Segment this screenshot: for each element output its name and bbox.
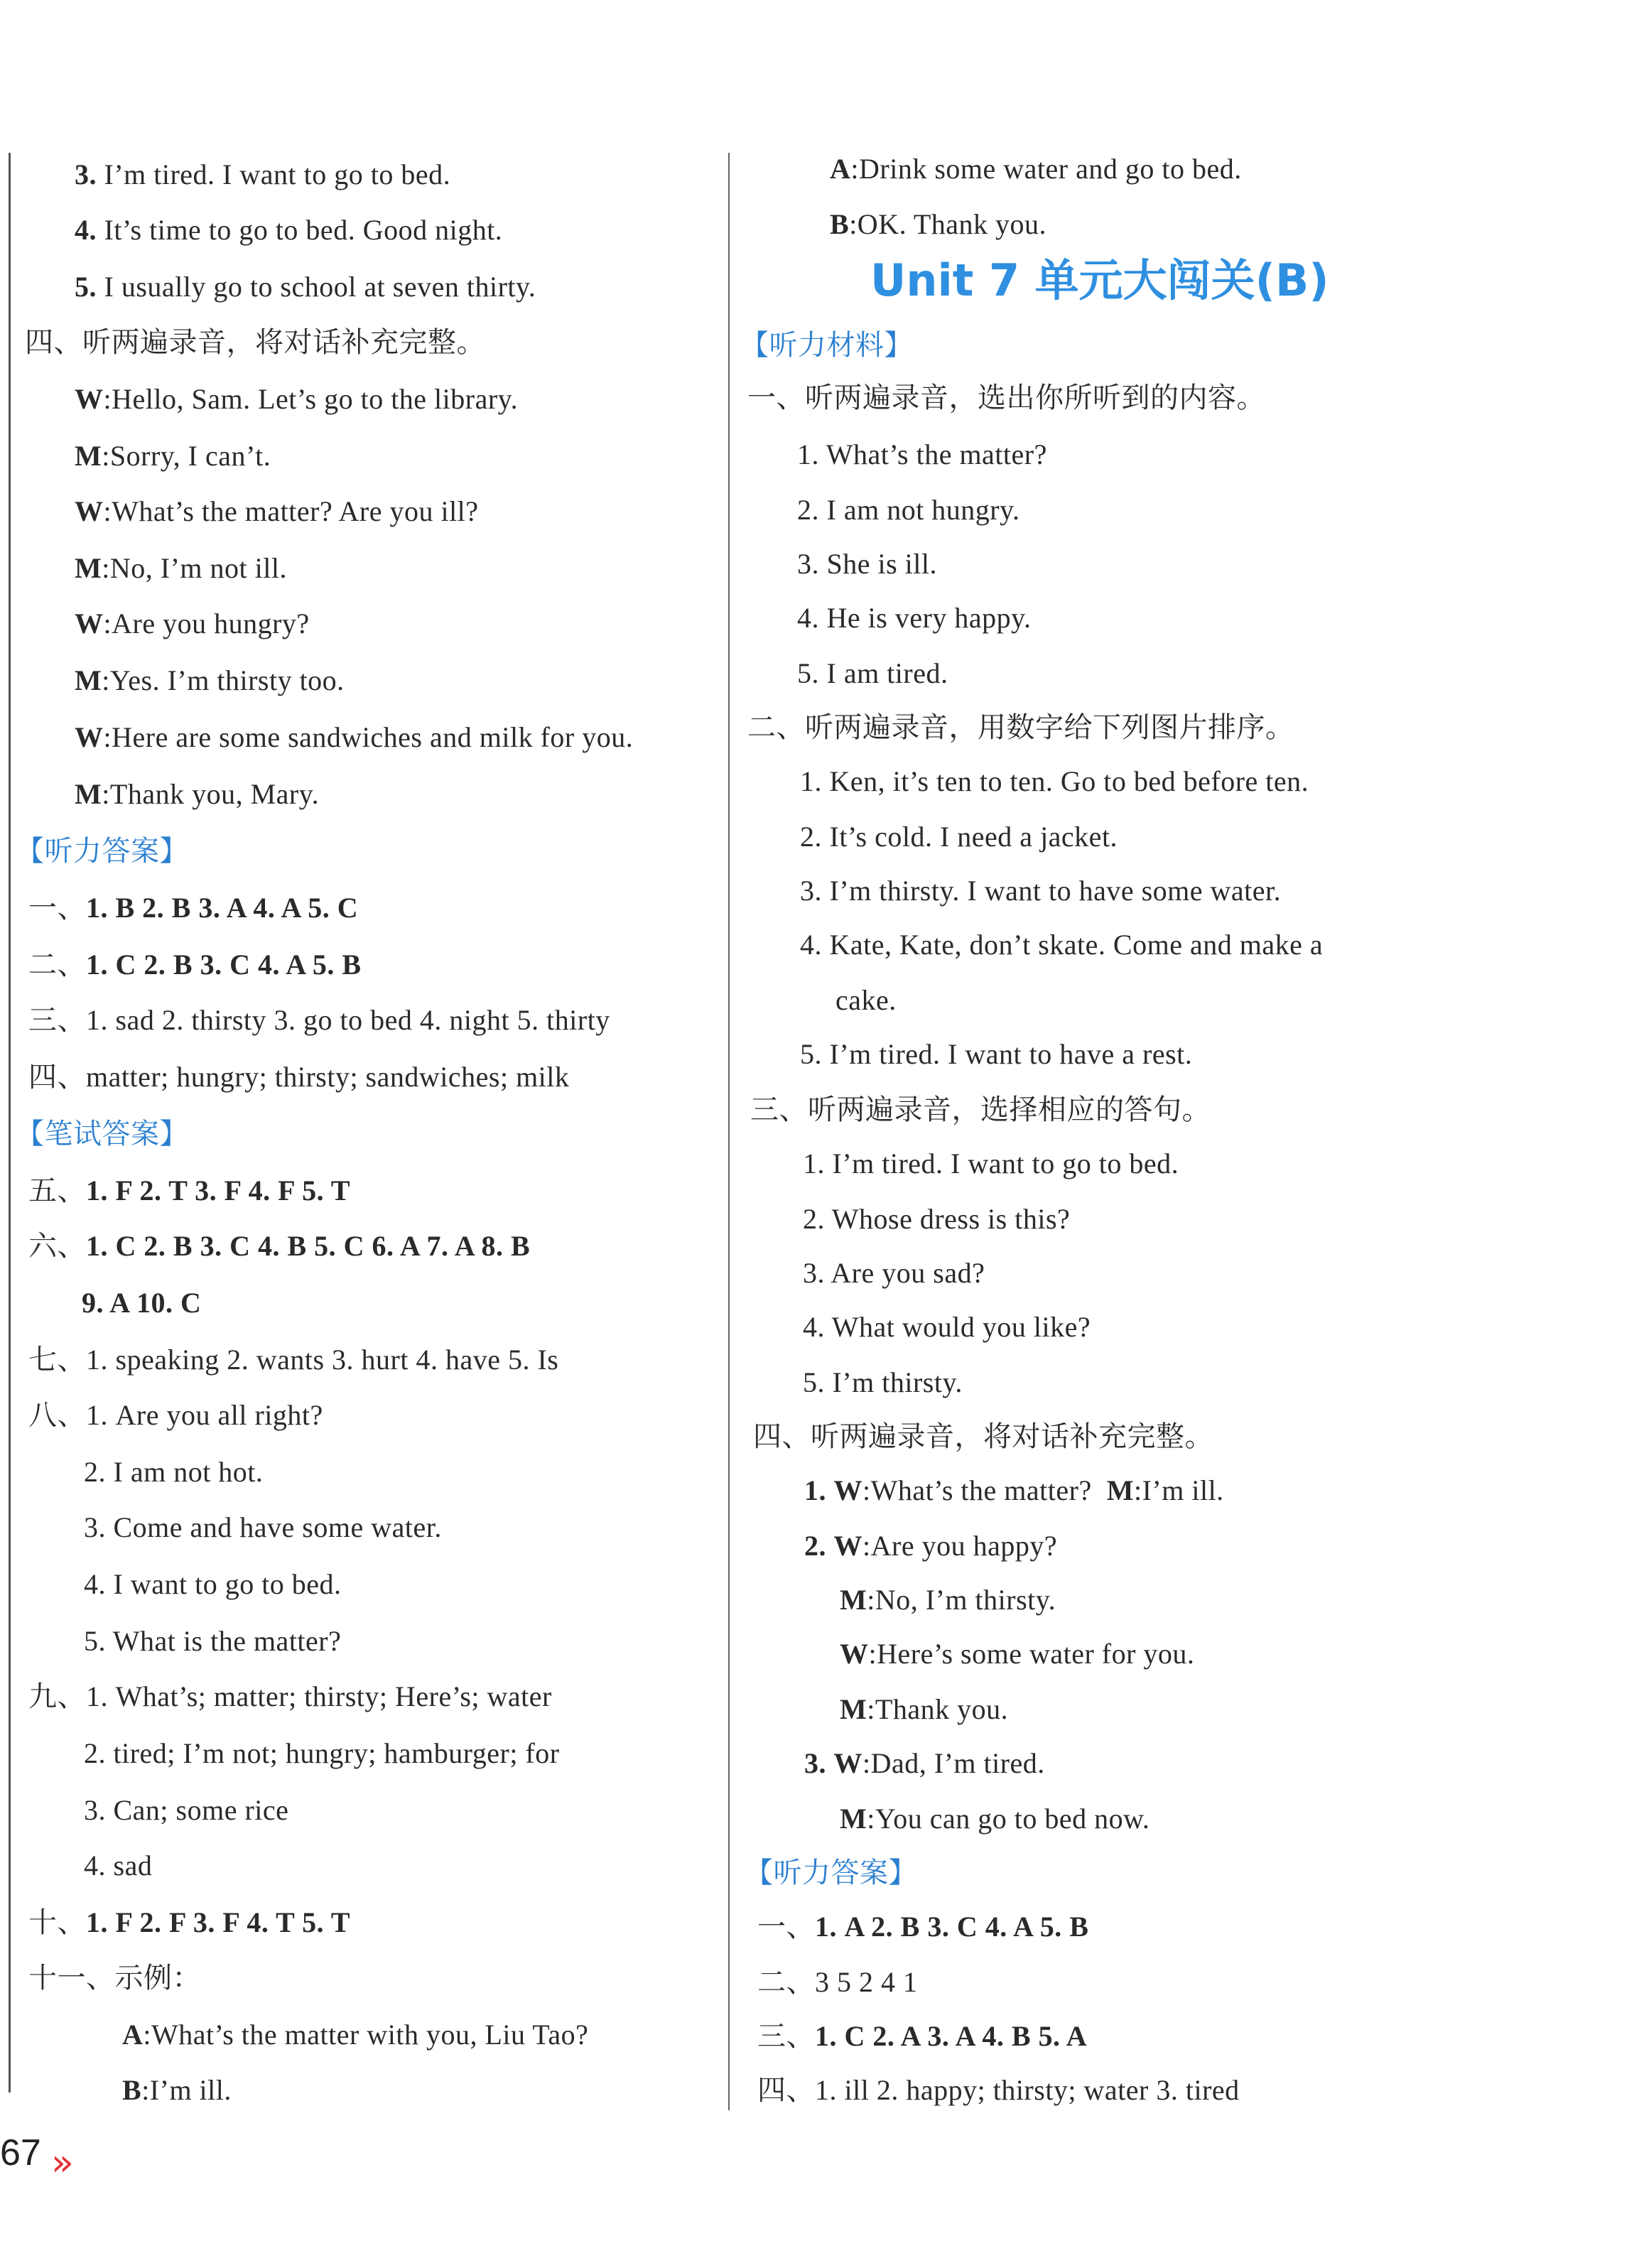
answer-row: 七、1. speaking 2. wants 3. hurt 4. have 5. Is <box>28 1344 559 1376</box>
material-line: 4. Kate, Kate, don’t skate. Come and make a <box>800 929 1324 961</box>
answer-row: 5. What is the matter? <box>84 1625 342 1657</box>
answer-row: 3. Can; some rice <box>84 1794 289 1826</box>
section-heading: 一、听两遍录音，选出你所听到的内容。 <box>747 382 1265 414</box>
material-line: 4. What would you like? <box>803 1311 1091 1343</box>
dialogue-line: A:What’s the matter with you, Liu Tao? <box>122 2019 589 2051</box>
left-margin-rule <box>9 153 11 2092</box>
material-line: 1. What’s the matter? <box>797 438 1047 470</box>
material-line: 3. I’m thirsty. I want to have some water. <box>800 875 1282 907</box>
material-line: 3. Are you sad? <box>803 1257 985 1289</box>
answer-row: 八、1. Are you all right? <box>28 1399 323 1432</box>
unit-title: Unit 7 单元大闯关(B) <box>870 254 1329 306</box>
answer-row: 十一、示例： <box>28 1962 201 1994</box>
dialogue-line: B:I’m ill. <box>122 2074 232 2106</box>
answer-row: 十、1. F 2. F 3. F 4. T 5. T <box>28 1906 351 1939</box>
dialogue-line: W:Hello, Sam. Let’s go to the library. <box>75 383 519 415</box>
page-number: 67 <box>0 2132 41 2174</box>
dialogue-line: M:No, I’m thirsty. <box>840 1584 1056 1616</box>
answer-row: 四、1. ill 2. happy; thirsty; water 3. tired <box>757 2074 1240 2107</box>
dialogue-line: 3. W:Dad, I’m tired. <box>804 1747 1045 1779</box>
dialogue-line: B:OK. Thank you. <box>830 208 1047 240</box>
dialogue-line: W:Here’s some water for you. <box>840 1638 1195 1670</box>
answer-row: 4. sad <box>84 1850 153 1881</box>
material-line: 2. I am not hungry. <box>797 494 1020 526</box>
written-answers-heading: 【笔试答案】 <box>16 1118 188 1150</box>
material-line: 4. He is very happy. <box>797 602 1032 634</box>
material-line: 2. It’s cold. I need a jacket. <box>800 821 1118 853</box>
dialogue-line: M:Sorry, I can’t. <box>75 440 271 472</box>
answer-line: 4. It’s time to go to bed. Good night. <box>75 214 503 246</box>
answer-row: 4. I want to go to bed. <box>84 1568 342 1600</box>
dialogue-line: W:What’s the matter? Are you ill? <box>75 495 479 527</box>
material-line: 3. She is ill. <box>797 548 938 580</box>
answer-line: 5. I usually go to school at seven thirty. <box>75 271 536 303</box>
section-heading: 二、听两遍录音，用数字给下列图片排序。 <box>747 711 1294 744</box>
answer-row: 六、1. C 2. B 3. C 4. B 5. C 6. A 7. A 8. B <box>28 1230 531 1263</box>
listening-answers-heading: 【听力答案】 <box>16 835 188 868</box>
listening-answers-heading: 【听力答案】 <box>745 1857 917 1889</box>
dialogue-line: A:Drink some water and go to bed. <box>830 153 1242 185</box>
material-line: cake. <box>835 984 897 1016</box>
dialogue-line: 2. W:Are you happy? <box>804 1530 1058 1562</box>
section-heading: 四、听两遍录音，将对话补充完整。 <box>753 1420 1213 1453</box>
answer-row: 五、1. F 2. T 3. F 4. F 5. T <box>28 1174 351 1207</box>
answer-row: 二、3 5 2 4 1 <box>757 1966 918 1999</box>
dialogue-line: M:Yes. I’m thirsty too. <box>75 664 345 696</box>
material-line: 5. I’m thirsty. <box>803 1366 963 1398</box>
page-arrows-icon: » <box>51 2142 74 2184</box>
material-line: 5. I’m tired. I want to have a rest. <box>800 1038 1193 1070</box>
answer-row: 一、1. A 2. B 3. C 4. A 5. B <box>757 1911 1089 1943</box>
answer-row: 三、1. sad 2. thirsty 3. go to bed 4. night 5. thirty <box>28 1004 610 1037</box>
dialogue-line: M:No, I’m not ill. <box>75 552 287 584</box>
answer-row: 3. Come and have some water. <box>84 1511 442 1543</box>
answer-row: 9. A 10. C <box>82 1287 202 1319</box>
dialogue-line: M:Thank you. <box>840 1693 1009 1725</box>
material-line: 2. Whose dress is this? <box>803 1203 1071 1235</box>
answer-line: 3. I’m tired. I want to go to bed. <box>75 158 451 190</box>
listening-materials-heading: 【听力材料】 <box>740 329 913 362</box>
answer-row: 九、1. What’s; matter; thirsty; Here’s; water <box>28 1680 552 1713</box>
answer-row: 2. tired; I’m not; hungry; hamburger; for <box>84 1737 560 1769</box>
material-line: 5. I am tired. <box>797 657 948 689</box>
answer-row: 四、matter; hungry; thirsty; sandwiches; milk <box>28 1061 570 1094</box>
material-line: 1. Ken, it’s ten to ten. Go to bed before ten. <box>800 765 1309 797</box>
answer-row: 三、1. C 2. A 3. A 4. B 5. A <box>757 2020 1088 2053</box>
column-divider <box>728 153 730 2110</box>
dialogue-line: M:Thank you, Mary. <box>75 778 320 810</box>
answer-row: 2. I am not hot. <box>84 1456 264 1488</box>
material-line: 1. I’m tired. I want to go to bed. <box>803 1148 1179 1179</box>
dialogue-line: W:Here are some sandwiches and milk for you. <box>75 721 634 753</box>
dialogue-line: 1. W:What’s the matter? M:I’m ill. <box>804 1474 1224 1506</box>
dialogue-line: M:You can go to bed now. <box>840 1803 1150 1835</box>
section-heading: 四、听两遍录音，将对话补充完整。 <box>25 326 485 359</box>
answer-row: 二、1. C 2. B 3. C 4. A 5. B <box>28 949 362 981</box>
answer-row: 一、1. B 2. B 3. A 4. A 5. C <box>28 892 359 924</box>
section-heading: 三、听两遍录音，选择相应的答句。 <box>750 1094 1211 1126</box>
dialogue-line: W:Are you hungry? <box>75 608 310 639</box>
